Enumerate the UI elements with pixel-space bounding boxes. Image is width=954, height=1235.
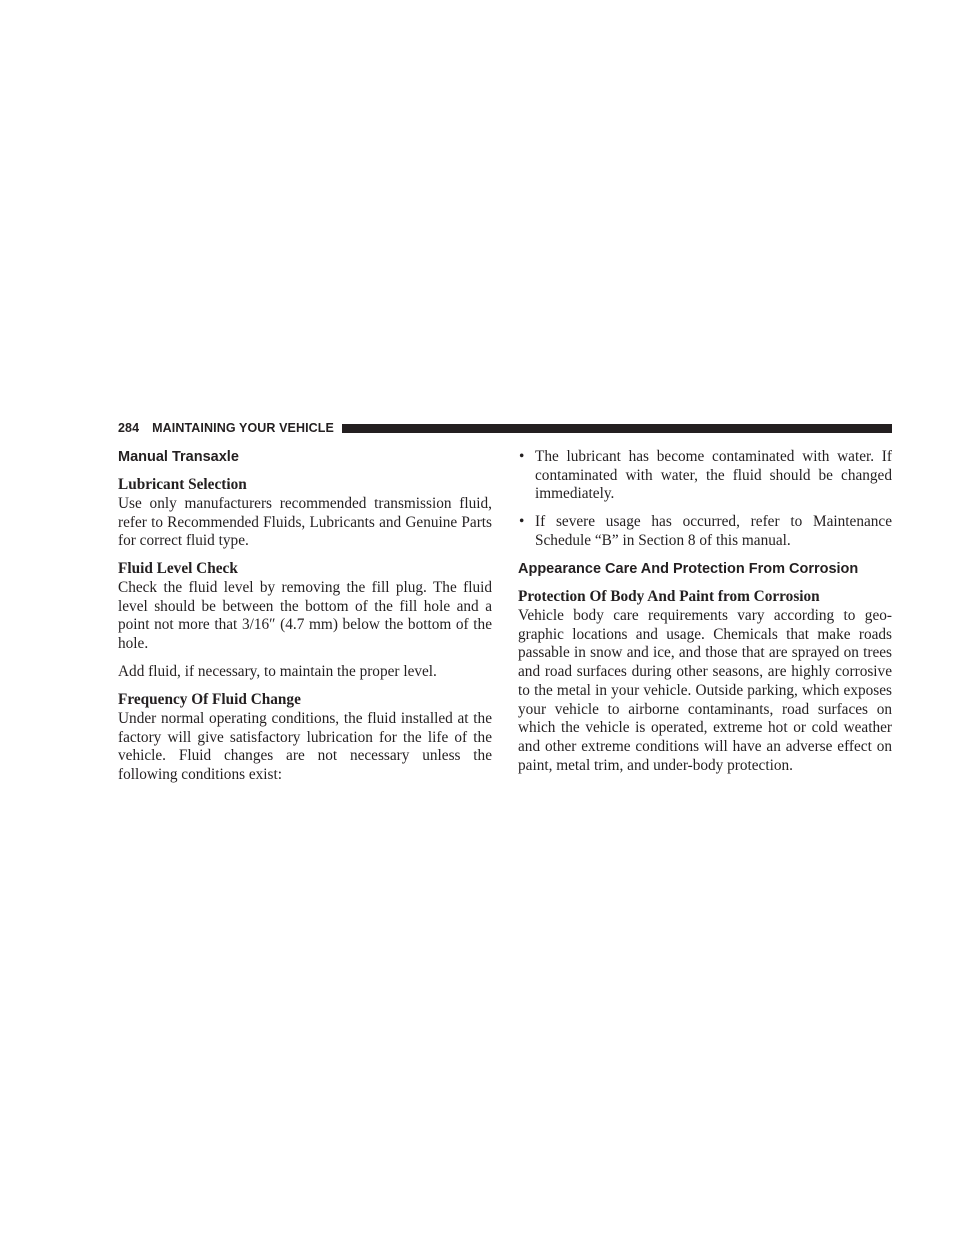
- heading-manual-transaxle: Manual Transaxle: [118, 449, 239, 465]
- bullet-icon: •: [519, 513, 525, 531]
- conditions-list: [518, 448, 892, 551]
- page-number: 284: [118, 421, 140, 435]
- list-item-text: The lubricant has become contaminated with water. If contaminated with water, the fluid should be changed immediately.: [535, 448, 892, 503]
- subheading-lubricant-selection: Lubricant Selection: [118, 476, 247, 494]
- subheading-fluid-level-check: Fluid Level Check: [118, 560, 238, 578]
- paragraph-fluid-level-check: Check the fluid level by removing the fill plug. The fluid level should be between the bottom of the fill hole and a point not more that 3/16″ (4.7 mm) below the bottom of the hole.: [118, 579, 492, 653]
- left-column: [118, 448, 492, 794]
- header-rule-bar: [342, 424, 892, 433]
- list-item: [518, 448, 892, 504]
- list-item-text: If severe usage has occurred, refer to Maintenance Schedule “B” in Section 8 of this manual.: [535, 513, 892, 550]
- list-item: [518, 513, 892, 550]
- bullet-icon: •: [519, 448, 525, 465]
- paragraph-lubricant-selection: Use only manufacturers recommended transmission fluid, refer to Recommended Fluids, Lubricants and Genuine Parts for correct fluid type.: [118, 494, 492, 550]
- paragraph-frequency-fluid-change: Under normal operating conditions, the fluid installed at the factory will give satisfactory lubrication for the life of the vehicle. Fluid changes are not necessary unless the following conditions exist:: [118, 709, 492, 783]
- heading-appearance-care: Appearance Care And Protection From Corrosion: [518, 561, 859, 578]
- paragraph-protection-body-paint: Vehicle body care requirements vary according to geo-graphic locations and usage. Chemicals that make roads passable in snow and ice, and those that are sprayed on trees and road surfaces during other seasons, are highly corrosive to the metal in your vehicle. Outside parking, which exposes your vehicle to airborne contaminants, road surfaces on which the vehicle is operated, extreme hot or cold weather and other extreme conditions will have an adverse effect on paint, metal trim, and under-body protection.: [518, 607, 892, 774]
- subheading-frequency-fluid-change: Frequency Of Fluid Change: [118, 691, 301, 709]
- page-header: [118, 420, 892, 436]
- subheading-protection-body-paint: Protection Of Body And Paint from Corrosion: [518, 588, 820, 606]
- running-section-title: MAINTAINING YOUR VEHICLE: [152, 421, 334, 435]
- right-column: [518, 448, 892, 785]
- paragraph-add-fluid: Add fluid, if necessary, to maintain the proper level.: [118, 663, 437, 681]
